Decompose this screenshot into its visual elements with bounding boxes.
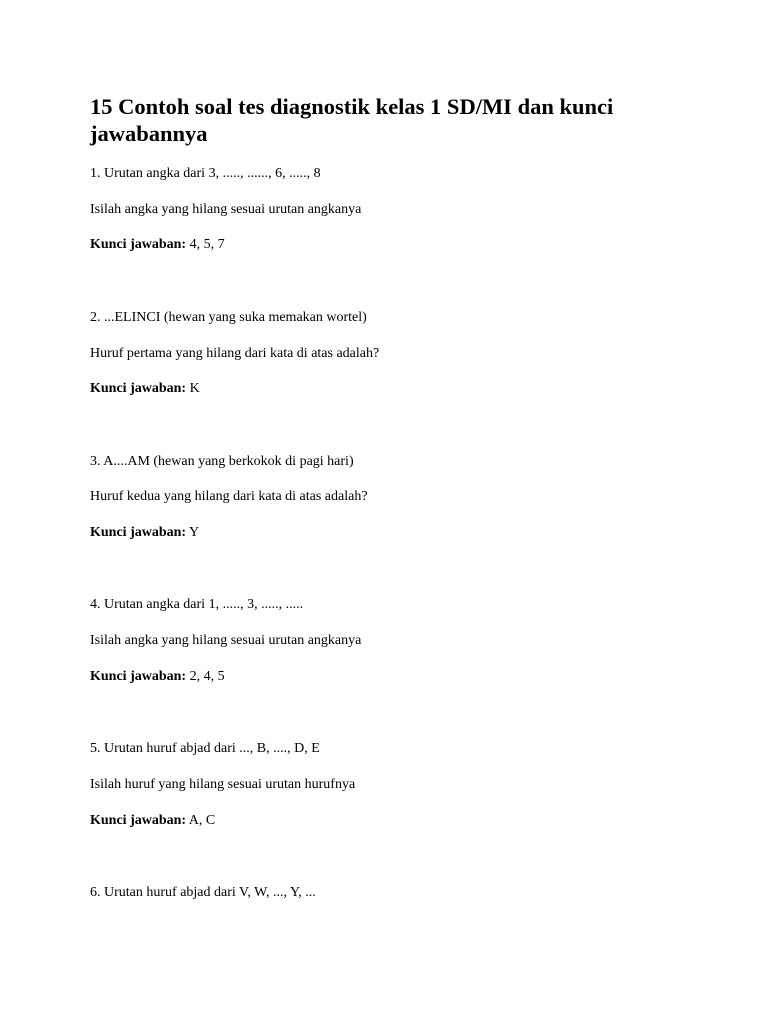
answer-key-label: Kunci jawaban: (90, 669, 187, 684)
answer-key-value: A, C (186, 813, 216, 828)
question-instruction: Huruf kedua yang hilang dari kata di atas adalah? (90, 489, 368, 504)
answer-key (90, 524, 199, 542)
question-instruction: Isilah huruf yang hilang sesuai urutan hurufnya (90, 777, 356, 792)
answer-key (90, 236, 225, 254)
question-instruction: Huruf pertama yang hilang dari kata di atas adalah? (90, 346, 380, 361)
answer-key-value: Y (186, 525, 200, 540)
answer-key-label: Kunci jawaban: (90, 237, 187, 252)
answer-key (90, 380, 200, 398)
answer-key-value: 2, 4, 5 (186, 669, 225, 684)
answer-key-value: K (186, 381, 200, 396)
document-title: 15 Contoh soal tes diagnostik kelas 1 SD/MI dan kunci jawabannya (90, 94, 614, 146)
question-text: 4. Urutan angka dari 1, ....., 3, ....., ..... (90, 597, 304, 612)
answer-key-label: Kunci jawaban: (90, 381, 187, 396)
answer-key (90, 812, 215, 830)
question-text: 6. Urutan huruf abjad dari V, W, ..., Y, ... (90, 885, 316, 900)
question-text: 1. Urutan angka dari 3, ....., ......, 6, ....., 8 (90, 166, 321, 181)
question-instruction: Isilah angka yang hilang sesuai urutan angkanya (90, 202, 362, 217)
answer-key (90, 668, 225, 686)
question-text: 2. ...ELINCI (hewan yang suka memakan wortel) (90, 310, 367, 325)
answer-key-label: Kunci jawaban: (90, 525, 187, 540)
answer-key-value: 4, 5, 7 (186, 237, 225, 252)
answer-key-label: Kunci jawaban: (90, 813, 187, 828)
question-text: 3. A....AM (hewan yang berkokok di pagi hari) (90, 454, 354, 469)
question-text: 5. Urutan huruf abjad dari ..., B, ...., D, E (90, 741, 320, 756)
question-instruction: Isilah angka yang hilang sesuai urutan angkanya (90, 633, 362, 648)
